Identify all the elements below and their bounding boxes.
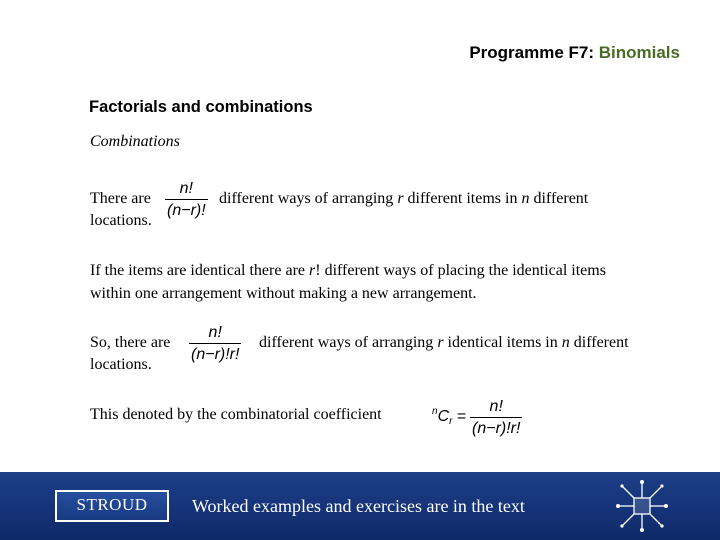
section-title: Factorials and combinations [89,98,313,116]
subtitle: Combinations [90,133,180,150]
p3-line2: locations. [90,356,152,373]
p1-frac-num: n! [179,180,193,197]
p4-frac-num: n! [489,398,503,415]
p4-text: This denoted by the combinatorial coefficient [90,406,382,423]
p2-line1: If the items are identical there are r! different ways of placing the identical items [90,262,606,279]
p3-line1: different ways of arranging r identical items in n different [259,334,629,351]
programme-topic: Binomials [598,43,680,62]
ncr-symbol: $^nC_r$ = [432,406,467,427]
stroud-logo: STROUD [55,490,169,522]
p2-line2: within one arrangement without making a new arrangement. [90,285,477,302]
p3-before: So, there are [90,334,171,351]
programme-label: Programme F7: [469,43,595,62]
footer-text: Worked examples and exercises are in the text [192,496,525,516]
p1-line2: locations. [90,212,152,229]
p3-frac-den: (n−r)!r! [191,346,240,363]
p1-before: There are [90,190,151,207]
p4-frac-den: (n−r)!r! [472,420,521,437]
p1-frac-den: (n−r)! [167,202,206,219]
p4-fraction [470,398,522,438]
p1-fraction [165,180,208,220]
footer-bar [0,472,720,540]
p3-fraction [189,324,241,364]
network-icon [614,478,670,534]
p3-frac-num: n! [208,324,222,341]
p1-line1: different ways of arranging r different items in n different [219,190,589,207]
programme-header [469,43,680,63]
